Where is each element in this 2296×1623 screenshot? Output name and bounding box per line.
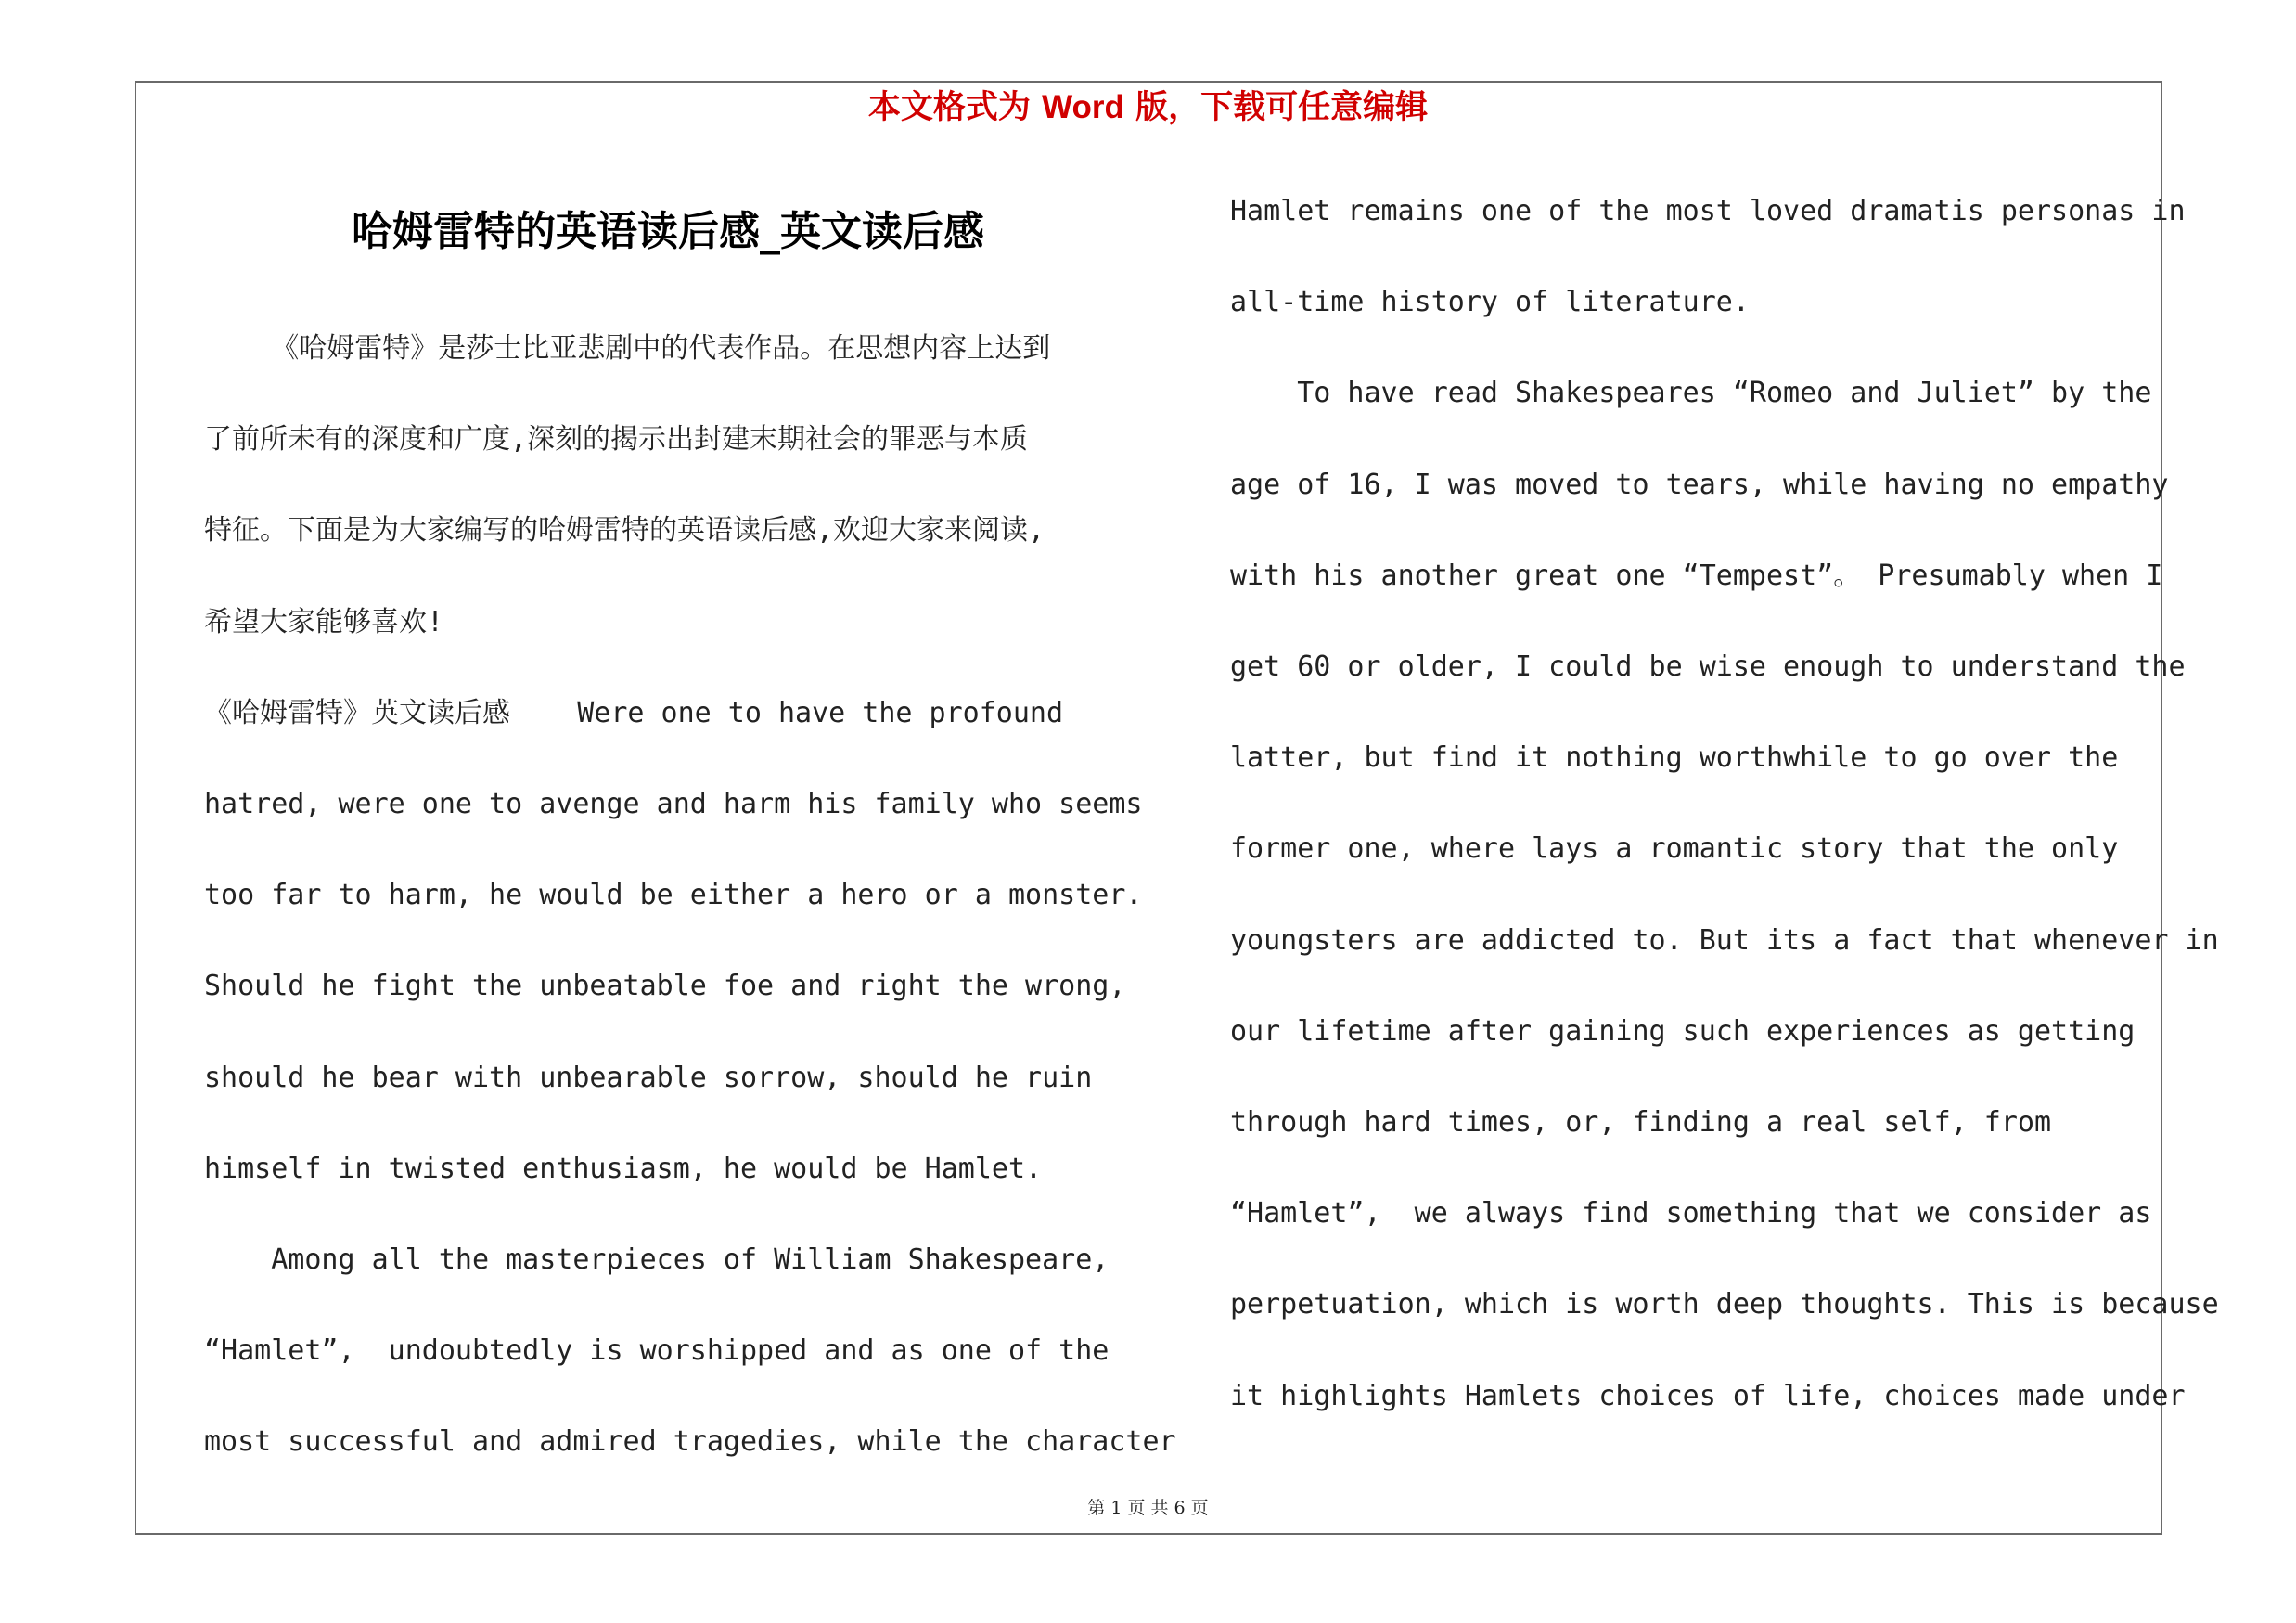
page-number-footer: 第 1 页 共 6 页	[1087, 1498, 1209, 1518]
text-line: too far to harm, he would be either a hero or a monster.	[204, 879, 1143, 912]
banner-text-part2: 版，下载可任意编辑	[1123, 89, 1429, 126]
text-line: Should he fight the unbeatable foe and right the wrong,	[204, 970, 1126, 1003]
text-line: through hard times, or, finding a real self, from	[1230, 1106, 2052, 1139]
text-line: should he bear with unbearable sorrow, should he ruin	[204, 1061, 1093, 1094]
text-line: it highlights Hamlets choices of life, choices made under	[1230, 1379, 2186, 1412]
text-line: Hamlet remains one of the most loved dramatis personas in	[1230, 195, 2186, 227]
text-line: our lifetime after gaining such experiences as getting	[1230, 1014, 2136, 1048]
text-line: latter, but find it nothing worthwhile to go over the	[1230, 741, 2119, 775]
text-line: 希望大家能够喜欢!	[204, 605, 444, 638]
text-line: 《哈姆雷特》英文读后感 Were one to have the profound	[204, 696, 1064, 729]
text-line: “Hamlet”, we always find something that we consider as	[1230, 1197, 2152, 1230]
text-line: all-time history of literature.	[1230, 286, 1750, 319]
text-line: with his another great one “Tempest”。 Presumably when I	[1230, 559, 2163, 592]
banner-text-part1: 本文格式为	[867, 89, 1043, 126]
text-line: To have read Shakespeares “Romeo and Juliet” by the	[1230, 377, 2152, 410]
text-line: 特征。下面是为大家编写的哈姆雷特的英语读后感,欢迎大家来阅读,	[204, 514, 1045, 547]
text-line: 了前所未有的深度和广度,深刻的揭示出封建末期社会的罪恶与本质	[204, 423, 1029, 457]
text-line: 《哈姆雷特》是莎士比亚悲剧中的代表作品。在思想内容上达到	[204, 332, 1051, 365]
document-title: 哈姆雷特的英语读后感_英文读后感	[352, 208, 984, 255]
text-line: hatred, were one to avenge and harm his family who seems	[204, 788, 1143, 820]
text-line: age of 16, I was moved to tears, while having no empathy	[1230, 468, 2169, 501]
text-line: perpetuation, which is worth deep thoughts. This is because	[1230, 1288, 2219, 1321]
text-line: get 60 or older, I could be wise enough to understand the	[1230, 650, 2186, 683]
format-notice-banner	[0, 85, 2296, 130]
text-line: most successful and admired tragedies, while the character	[204, 1425, 1176, 1459]
text-line: youngsters are addicted to. But its a fact that whenever in	[1230, 923, 2219, 957]
text-line: “Hamlet”, undoubtedly is worshipped and as one of the	[204, 1334, 1110, 1368]
banner-text-word: Word	[1042, 89, 1124, 125]
text-line: himself in twisted enthusiasm, he would be Hamlet.	[204, 1152, 1043, 1185]
text-line: Among all the masterpieces of William Shakespeare,	[204, 1243, 1110, 1276]
text-line: former one, where lays a romantic story that the only	[1230, 832, 2119, 866]
